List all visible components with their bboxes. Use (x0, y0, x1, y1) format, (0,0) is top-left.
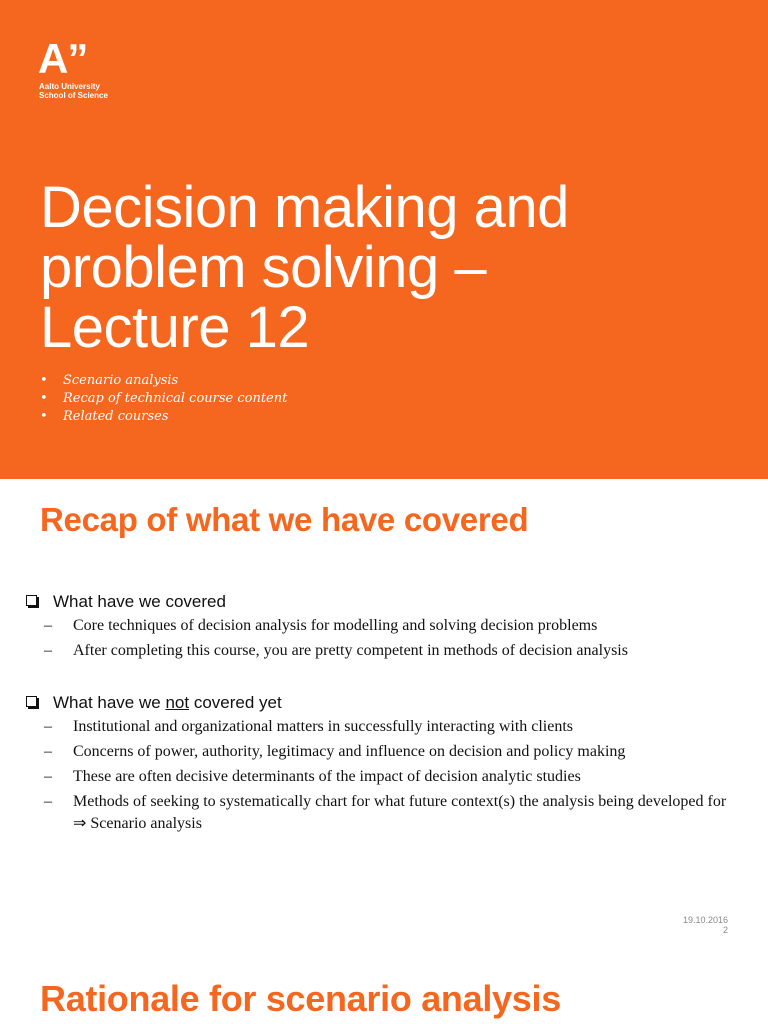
list-item-text: Core techniques of decision analysis for modelling and solving decision problems (73, 617, 598, 634)
title-line: problem solving – (40, 235, 487, 300)
aalto-logo-text (39, 82, 108, 100)
agenda-item (40, 408, 287, 426)
dash-icon: – (44, 642, 52, 659)
aalto-logo-mark: A” (38, 35, 88, 82)
not-covered-list (24, 716, 744, 835)
title-line: Decision making and (40, 175, 569, 240)
slide-title (40, 175, 740, 360)
list-item-text: These are often decisive determinants of the impact of decision analytic studies (73, 768, 581, 785)
not-covered-heading-end: covered yet (189, 693, 282, 712)
title-line: Lecture 12 (40, 295, 310, 360)
logo-line: School of Science (39, 91, 108, 100)
agenda-item (40, 390, 287, 408)
list-item (24, 766, 744, 788)
list-item-text: Institutional and organizational matters in successfully interacting with clients (73, 718, 574, 735)
slide-date: 19.10.2016 (682, 915, 728, 925)
recap-slide (0, 479, 768, 944)
bullet-icon: • (40, 373, 48, 388)
list-item (24, 640, 744, 662)
title-slide (0, 0, 768, 479)
agenda-item (40, 372, 287, 390)
bullet-icon: • (40, 409, 48, 424)
recap-slide-title: Recap of what we have covered (40, 501, 529, 538)
covered-section (24, 591, 744, 665)
agenda-item-label: Scenario analysis (63, 373, 179, 388)
not-covered-section (24, 692, 744, 838)
covered-heading-label: What have we covered (53, 592, 226, 611)
rationale-slide-title: Rationale for scenario analysis (40, 978, 561, 1019)
list-item-text: After completing this course, you are pretty competent in methods of decision analysis (73, 642, 628, 659)
list-item (24, 741, 744, 763)
checkbox-icon (26, 696, 37, 707)
list-item-text: Concerns of power, authority, legitimacy and influence on decision and policy making (73, 743, 626, 760)
not-covered-heading-start: What have we (53, 693, 166, 712)
dash-icon: – (44, 718, 52, 735)
covered-list (24, 615, 744, 662)
list-item (24, 791, 744, 835)
list-item (24, 716, 744, 738)
dash-icon: – (44, 793, 52, 810)
dash-icon: – (44, 617, 52, 634)
agenda-list (40, 372, 287, 426)
covered-heading (24, 591, 744, 613)
dash-icon: – (44, 743, 52, 760)
not-covered-heading-emphasis: not (165, 693, 190, 712)
list-item-text: Methods of seeking to systematically chart for what future context(s) the analysis being developed for ⇒ Scenario analysis (73, 793, 727, 832)
agenda-item-label: Recap of technical course content (63, 391, 288, 406)
checkbox-icon (26, 595, 37, 606)
not-covered-heading (24, 692, 744, 714)
list-item (24, 615, 744, 637)
rationale-slide (0, 944, 768, 1024)
dash-icon: – (44, 768, 52, 785)
agenda-item-label: Related courses (63, 409, 169, 424)
bullet-icon: • (40, 391, 48, 406)
slide-number: 2 (722, 925, 728, 935)
logo-line: Aalto University (39, 82, 100, 91)
